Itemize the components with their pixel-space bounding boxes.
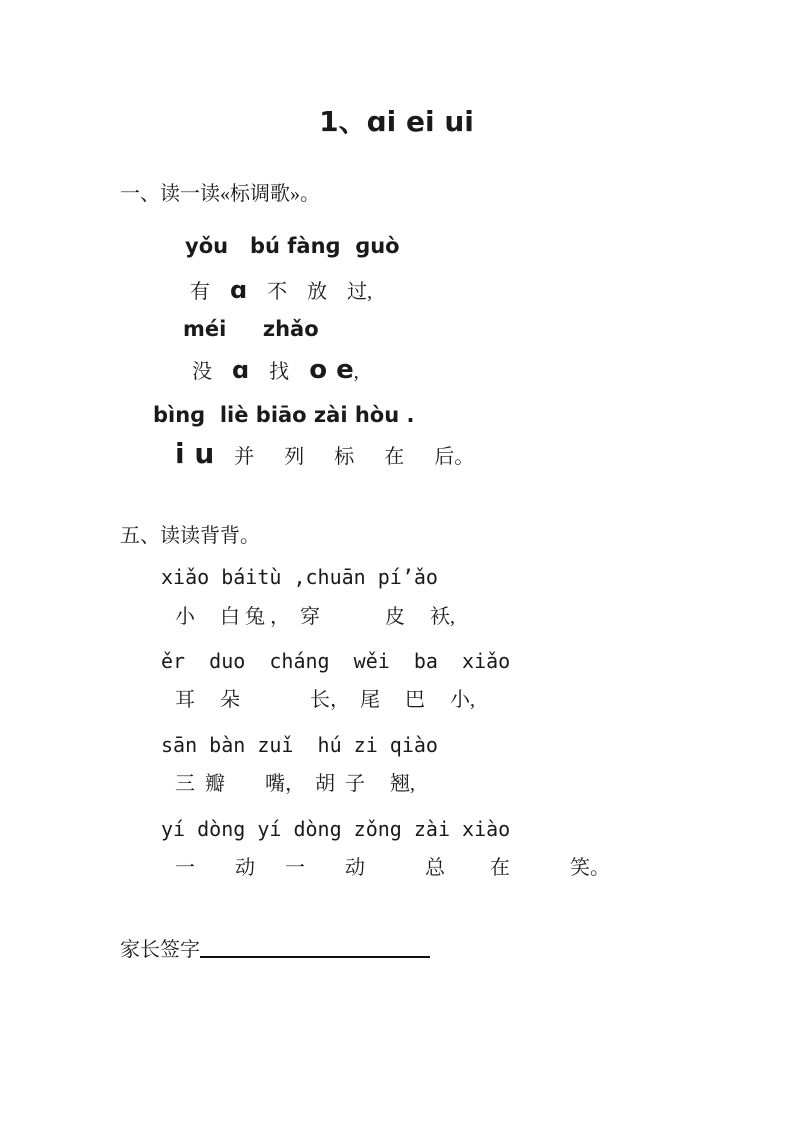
song-pinyin-line-3: bìnɡ liè biāo zài hòu . [153, 403, 415, 427]
section-five-heading: 五、读读背背。 [120, 525, 260, 547]
song-hanzi-line-1 [190, 274, 372, 306]
rhyme-pinyin-line-2: ěr duo cháng wěi ba xiǎo [161, 649, 511, 673]
hanzi-text: , [353, 361, 359, 383]
vowel-a-glyph: ɑ [232, 356, 250, 384]
hanzi-text: 没 [192, 361, 232, 383]
hanzi-text: 并 列 标 在 后。 [214, 446, 475, 468]
rhyme-hanzi-line-2: 耳 朵 长， 尾 巴 小, [175, 689, 475, 711]
signature-row [120, 937, 430, 964]
page-title: 1、ɑi ei ui [319, 105, 474, 138]
vowel-a-glyph: ɑ [230, 276, 248, 304]
signature-blank-line [200, 956, 430, 958]
rhyme-hanzi-line-4: 一 动 一 动 总 在 笑。 [175, 857, 610, 879]
hanzi-text: 有 [190, 281, 230, 303]
section-one-heading: 一、读一读«标调歌»。 [120, 183, 320, 205]
song-hanzi-line-2 [192, 353, 359, 388]
signature-label: 家长签字 [120, 939, 200, 961]
hanzi-text: 不 放 过, [247, 281, 373, 303]
song-pinyin-line-2: méi zhǎo [183, 317, 319, 341]
rhyme-hanzi-line-1: 小 白 兔 ， 穿 皮 袄, [175, 606, 455, 628]
rhyme-pinyin-line-4: yí dòng yí dòng zǒng zài xiào [161, 817, 511, 841]
vowel-iu-glyphs: i u [175, 437, 215, 470]
rhyme-hanzi-line-3: 三 瓣 嘴， 胡 子 翘, [175, 773, 415, 795]
song-hanzi-line-3 [175, 435, 474, 473]
vowel-oe-glyphs: o e [309, 355, 354, 385]
rhyme-pinyin-line-1: xiǎo báitù ,chuān pí’ǎo [161, 565, 438, 589]
rhyme-pinyin-line-3: sān bàn zuǐ hú zi qiào [161, 733, 438, 757]
hanzi-text: 找 [249, 361, 310, 383]
song-pinyin-line-1: yǒu bú fànɡ ɡuò [185, 234, 400, 258]
